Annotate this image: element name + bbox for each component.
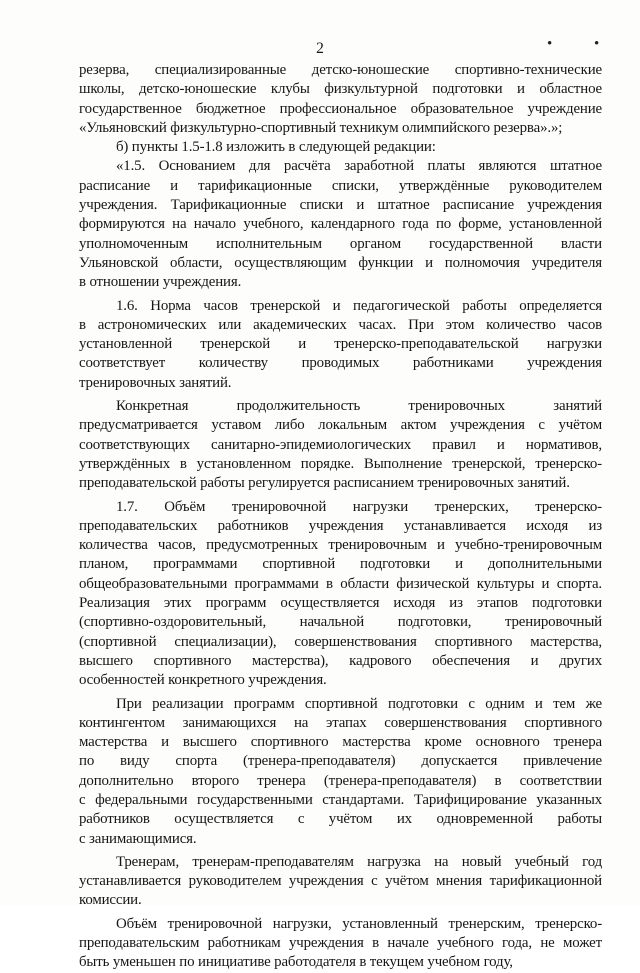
paragraph-p7	[79, 853, 602, 911]
text-line: дополнительно второго тренера (тренера-преподавателя) в соответствии	[79, 772, 602, 789]
document-body	[79, 61, 602, 973]
paragraph-p1	[79, 138, 602, 157]
text-line: в отношении учреждения.	[79, 274, 242, 291]
text-line: планом, программами спортивной подготовки и дополнительными	[79, 556, 602, 573]
text-line: комиссии.	[79, 892, 142, 909]
text-line: преподавательских работников учреждения устанавливается исходя из	[79, 517, 602, 534]
text-line: высшего спортивного мастерства), кадрового обеспечения и других	[79, 652, 602, 669]
text-line: тренировочных занятий.	[79, 374, 232, 391]
text-line: Конкретная продолжительность тренировочных занятий	[116, 398, 602, 415]
text-line: государственное бюджетное профессиональное образовательное учреждение	[79, 100, 602, 117]
paragraph-p2	[79, 157, 602, 292]
text-line: б) пункты 1.5-1.8 изложить в следующей редакции:	[116, 139, 436, 156]
text-line: по виду спорта (тренера-преподавателя) допускается привлечение	[79, 753, 602, 770]
text-line: уполномоченным исполнительным органом государственной власти	[79, 235, 602, 252]
text-line: школы, детско-юношеские клубы физкультурной подготовки и областное	[79, 81, 602, 98]
text-line: количества часов, предусмотренных тренировочным и учебно-тренировочным	[79, 537, 602, 554]
paragraph-p4	[79, 397, 602, 493]
text-line: утверждённых в установленном порядке. Выполнение тренерской, тренерско-	[79, 455, 602, 472]
text-line: предусматривается уставом либо локальным актом учреждения с учётом	[79, 417, 602, 434]
text-line: При реализации программ спортивной подготовки с одним и тем же	[116, 695, 602, 712]
text-line: учреждения. Тарификационные списки и штатное расписание учреждения	[79, 197, 602, 214]
text-line: в астрономических или академических часах. При этом количество часов	[79, 316, 602, 333]
paragraph-p3	[79, 297, 602, 393]
text-line: мастерства и высшего спортивного мастерства кроме основного тренера	[79, 734, 602, 751]
text-line: Ульяновской области, осуществляющим функции и полномочия учредителя	[79, 254, 602, 271]
text-line: общеобразовательными программами в области физической культуры и спорта.	[79, 575, 602, 592]
text-line: 1.7. Объём тренировочной нагрузки тренерских, тренерско-	[116, 498, 602, 515]
text-line: 1.6. Норма часов тренерской и педагогической работы определяется	[116, 297, 602, 314]
text-line: Объём тренировочной нагрузки, установленный тренерским, тренерско-	[116, 915, 602, 932]
paragraph-p8	[79, 915, 602, 973]
text-line: «1.5. Основанием для расчёта заработной платы являются штатное	[116, 158, 602, 175]
page-number: 2	[316, 40, 324, 57]
text-line: «Ульяновский физкультурно-спортивный техникум олимпийского резерва».»;	[79, 119, 563, 136]
text-line: быть уменьшен по инициативе работодателя в текущем учебном году,	[79, 954, 513, 971]
text-line: установленной тренерской и тренерско-преподавательской нагрузки	[79, 336, 602, 353]
text-line: преподавательской работы регулируется расписанием тренировочных занятий.	[79, 475, 570, 492]
scan-marks: • •	[547, 36, 619, 52]
text-line: соответствующих санитарно-эпидемиологических правил и нормативов,	[79, 436, 602, 453]
text-line: (спортивной специализации), совершенствования спортивного мастерства,	[79, 633, 602, 650]
text-line: особенностей конкретного учреждения.	[79, 672, 327, 689]
text-line: работников осуществляется с учётом их одновременной работы	[79, 811, 602, 828]
text-line: (спортивно-оздоровительный, начальной подготовки, тренировочный	[79, 614, 602, 631]
text-line: устанавливается руководителем учреждения с учётом мнения тарификационной	[79, 873, 602, 890]
text-line: с федеральными государственными стандартами. Тарифицирование указанных	[79, 791, 602, 808]
paragraph-p6	[79, 695, 602, 849]
text-line: формируются на начало учебного, календарного года по форме, установленной	[79, 216, 602, 233]
text-line: резерва, специализированные детско-юношеские спортивно-технические	[79, 62, 602, 78]
text-line: контингентом занимающихся на этапах совершенствования спортивного	[79, 714, 602, 731]
paragraph-p0	[79, 61, 602, 138]
text-line: Реализация этих программ осуществляется исходя из этапов подготовки	[79, 595, 602, 612]
text-line: соответствует количеству проводимых работниками учреждения	[79, 355, 602, 372]
text-line: преподавательским работникам учреждения в начале учебного года, не может	[79, 935, 602, 952]
text-line: Тренерам, тренерам-преподавателям нагрузка на новый учебный год	[116, 853, 602, 870]
text-line: расписание и тарификационные списки, утверждённые руководителем	[79, 177, 602, 194]
text-line: с занимающимися.	[79, 830, 197, 847]
paragraph-p5	[79, 498, 602, 691]
